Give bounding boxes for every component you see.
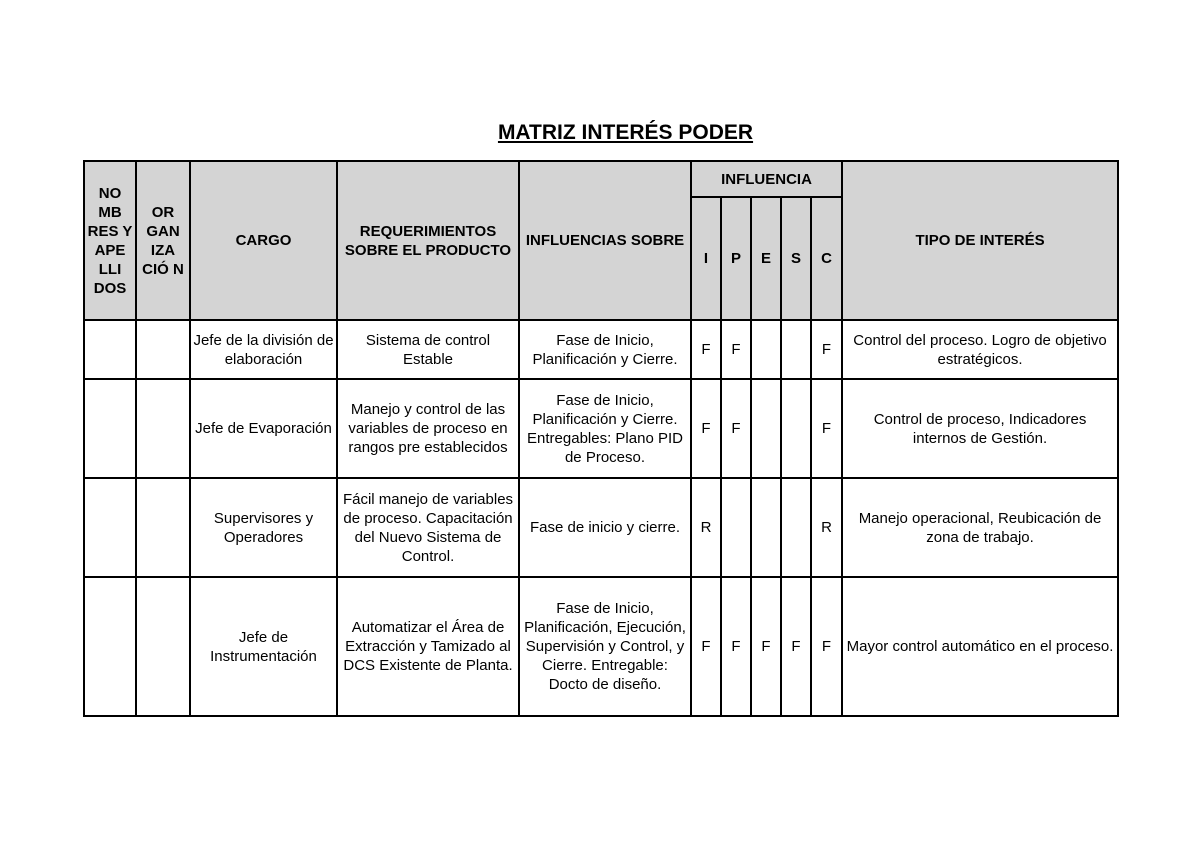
- cell-influencia-e: [751, 379, 781, 478]
- cell-influencia-c: R: [811, 478, 842, 577]
- header-influencia-s: S: [781, 197, 811, 320]
- interest-power-matrix: [83, 160, 1119, 717]
- cell-influencias-sobre: Fase de Inicio, Planificación, Ejecución, Supervisión y Control, y Cierre. Entregable: Docto de diseño.: [519, 577, 691, 716]
- table-row: [84, 320, 1118, 379]
- header-row: [84, 161, 1118, 197]
- header-influencia: INFLUENCIA: [691, 161, 842, 197]
- header-organizacion: OR GAN IZA CIÓ N: [136, 161, 190, 320]
- cell-influencia-i: F: [691, 577, 721, 716]
- cell-influencia-s: [781, 320, 811, 379]
- cell-influencia-c: F: [811, 320, 842, 379]
- cell-cargo: Jefe de Instrumentación: [190, 577, 337, 716]
- cell-influencia-s: [781, 478, 811, 577]
- cell-influencia-i: F: [691, 379, 721, 478]
- cell-tipo-interes: Control del proceso. Logro de objetivo estratégicos.: [842, 320, 1118, 379]
- cell-organizacion: [136, 478, 190, 577]
- cell-influencia-e: F: [751, 577, 781, 716]
- cell-nombres: [84, 577, 136, 716]
- cell-cargo: Jefe de la división de elaboración: [190, 320, 337, 379]
- cell-influencia-s: F: [781, 577, 811, 716]
- table-row: [84, 379, 1118, 478]
- cell-cargo: Supervisores y Operadores: [190, 478, 337, 577]
- header-influencia-p: P: [721, 197, 751, 320]
- header-influencia-c: C: [811, 197, 842, 320]
- cell-organizacion: [136, 379, 190, 478]
- cell-influencias-sobre: Fase de Inicio, Planificación y Cierre.: [519, 320, 691, 379]
- header-influencia-e: E: [751, 197, 781, 320]
- cell-influencia-e: [751, 320, 781, 379]
- cell-influencias-sobre: Fase de inicio y cierre.: [519, 478, 691, 577]
- cell-influencia-p: [721, 478, 751, 577]
- header-influencia-i: I: [691, 197, 721, 320]
- cell-organizacion: [136, 320, 190, 379]
- header-nombres: NO MB RES Y APE LLI DOS: [84, 161, 136, 320]
- cell-tipo-interes: Control de proceso, Indicadores internos de Gestión.: [842, 379, 1118, 478]
- cell-requerimientos: Automatizar el Área de Extracción y Tamizado al DCS Existente de Planta.: [337, 577, 519, 716]
- cell-influencia-i: F: [691, 320, 721, 379]
- cell-influencia-s: [781, 379, 811, 478]
- cell-influencia-p: F: [721, 379, 751, 478]
- header-tipo-interes: TIPO DE INTERÉS: [842, 161, 1118, 320]
- cell-cargo: Jefe de Evaporación: [190, 379, 337, 478]
- cell-nombres: [84, 379, 136, 478]
- table-row: [84, 478, 1118, 577]
- table-row: [84, 577, 1118, 716]
- cell-requerimientos: Fácil manejo de variables de proceso. Capacitación del Nuevo Sistema de Control.: [337, 478, 519, 577]
- cell-organizacion: [136, 577, 190, 716]
- cell-influencias-sobre: Fase de Inicio, Planificación y Cierre. Entregables: Plano PID de Proceso.: [519, 379, 691, 478]
- cell-requerimientos: Sistema de control Estable: [337, 320, 519, 379]
- cell-influencia-c: F: [811, 379, 842, 478]
- cell-tipo-interes: Manejo operacional, Reubicación de zona de trabajo.: [842, 478, 1118, 577]
- cell-influencia-p: F: [721, 320, 751, 379]
- cell-requerimientos: Manejo y control de las variables de proceso en rangos pre establecidos: [337, 379, 519, 478]
- cell-influencia-i: R: [691, 478, 721, 577]
- header-requerimientos: REQUERIMIENTOS SOBRE EL PRODUCTO: [337, 161, 519, 320]
- cell-nombres: [84, 320, 136, 379]
- header-influencias-sobre: INFLUENCIAS SOBRE: [519, 161, 691, 320]
- document-title: MATRIZ INTERÉS PODER: [497, 121, 754, 144]
- cell-influencia-e: [751, 478, 781, 577]
- header-cargo: CARGO: [190, 161, 337, 320]
- cell-nombres: [84, 478, 136, 577]
- cell-influencia-p: F: [721, 577, 751, 716]
- cell-tipo-interes: Mayor control automático en el proceso.: [842, 577, 1118, 716]
- cell-influencia-c: F: [811, 577, 842, 716]
